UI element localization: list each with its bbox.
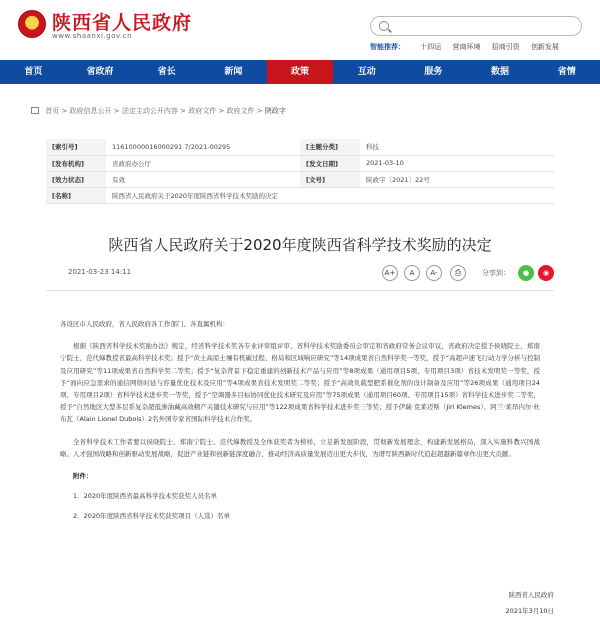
smart-recommend	[370, 42, 559, 52]
info-value: 11610000016000291 7/2021-00295	[106, 139, 300, 155]
share-label: 分享到：	[482, 269, 510, 277]
info-value: 省政府办公厅	[106, 155, 300, 171]
breadcrumb-link[interactable]: 首页	[45, 107, 60, 115]
national-emblem-icon	[18, 10, 46, 38]
info-value: 有效	[106, 171, 300, 187]
info-value: 陕政字〔2021〕22号	[360, 171, 554, 187]
search-icon[interactable]	[379, 21, 389, 31]
document-body	[60, 318, 540, 531]
attachment-link[interactable]: 2．2020年度陕西省科学技术奖获奖项目（人选）名单	[73, 512, 231, 521]
home-icon	[31, 107, 39, 114]
divider	[46, 290, 554, 291]
info-key: [效力状态]	[46, 171, 106, 187]
body-paragraph: 全省科学技术工作者要以侯晓院士、郑南宁院士、范代娣教授及全体获奖者为榜样，立足新发展阶段，贯彻新发展理念，构建新发展格局，深入实施科教兴国战略、人才强国战略和创新驱动发展战略，促进产业链和创新链深度融合，推动经济高质量发展迈出更大步伐，为谱写陕西新时代追赶超越新篇章作出更大贡献。	[60, 437, 540, 458]
nav-item-home[interactable]: 首页	[24, 67, 43, 77]
info-value: 陕西省人民政府关于2020年度陕西省科学技术奖励的决定	[106, 187, 554, 203]
site-title[interactable]: 陕西省人民政府	[52, 12, 193, 34]
font-default-button[interactable]: A	[404, 265, 420, 281]
table-row	[46, 171, 554, 187]
nav-item-news[interactable]: 新闻	[224, 67, 243, 77]
attachment-link[interactable]: 1．2020年度陕西省最高科学技术奖获奖人员名单	[73, 492, 218, 501]
attachments-label: 附件：	[73, 472, 93, 481]
search-input[interactable]	[370, 16, 582, 36]
smart-tag[interactable]: 营商环境	[452, 43, 481, 51]
table-row	[46, 155, 554, 171]
info-key: [主题分类]	[300, 139, 360, 155]
nav-item-service[interactable]: 服务	[424, 67, 443, 77]
publish-date: 2021-03-23 14:11	[68, 268, 132, 276]
info-value: 科技	[360, 139, 554, 155]
nav-item-data[interactable]: 数据	[491, 67, 510, 77]
site-header	[0, 0, 600, 58]
breadcrumb: 首页 > 政府信息公开 > 法定主动公开内容 > 政府文件 > 政府文件 > 陕政字	[31, 106, 286, 116]
main-nav	[0, 60, 600, 84]
breadcrumb-link[interactable]: 政府信息公开	[69, 107, 112, 115]
info-key: [发布机构]	[46, 155, 106, 171]
nav-item-policy[interactable]: 政策	[267, 60, 334, 84]
info-key: [发文日期]	[300, 155, 360, 171]
breadcrumb-current: 陕政字	[264, 107, 286, 115]
info-key: [文号]	[300, 171, 360, 187]
font-smaller-button[interactable]: A-	[426, 265, 442, 281]
document-info-table	[46, 139, 554, 204]
nav-item-government[interactable]: 省政府	[86, 67, 114, 77]
smart-recommend-label: 智能推荐：	[370, 43, 405, 51]
site-domain: www.shaanxi.gov.cn	[52, 32, 133, 40]
info-key: [索引号]	[46, 139, 106, 155]
table-row	[46, 187, 554, 203]
body-paragraph: 根据《陕西省科学技术奖励办法》规定，经省科学技术奖各专业评审组评审、省科学技术奖励委员会审定和省政府常务会议审议，省政府决定授予侯晓院士、郑南宁院士、范代娣教授省最高科学技术奖；授予“黄土高原土壤有机碳过程、格局和区域响应研究”等14项成果省自然科学奖一等奖，授予“高超声速飞行动力学分析与控制及应用研究”等11项成果省自然科学奖二等奖；授予“复杂背景下稳定重建的创新技术产品与应用”等8项成果（通用项目5项、专用项目3项）省技术发明奖一等奖，授予“面向应急需求的通信网络时延与容量优化技术及应用”等4项成果省技术发明奖二等奖；授予“高效负载型肥系催化剂的设计制备及应用”等26项成果（通用项目24项、专用项目2项）省科学技术进步奖一等奖，授予“空调器多目标协同优化技术研究及应用”等75项成果（通用项目60项、专用项目15项）省科学技术进步奖二等奖，授予“自然地区大型多层系复杂超低渗油藏高效精产关键技术研究与应用”等122项成果省科学技术进步奖三等奖；授予伊瑞·克莱迈斯（Jiri Klemes）、阿兰·莱昂内尔·杜布瓦（Alain Lionel Dubois）2名外国专家省国际科学技术合作奖。	[60, 342, 540, 424]
signer: 陕西省人民政府	[508, 591, 554, 599]
breadcrumb-link[interactable]: 法定主动公开内容	[121, 107, 178, 115]
smart-tag[interactable]: 十四运	[420, 43, 442, 51]
smart-tag[interactable]: 创新发展	[530, 43, 559, 51]
page-title: 陕西省人民政府关于2020年度陕西省科学技术奖励的决定	[108, 236, 492, 254]
salutation: 各设区市人民政府，省人民政府各工作部门、各直属机构：	[60, 320, 229, 328]
print-icon[interactable]: ⎙	[450, 265, 466, 281]
nav-item-governor[interactable]: 省长	[157, 67, 176, 77]
nav-item-interaction[interactable]: 互动	[357, 67, 376, 77]
weibo-icon[interactable]: ◉	[538, 265, 554, 281]
table-row	[46, 139, 554, 155]
font-larger-button[interactable]: A+	[382, 265, 398, 281]
info-key: [名称]	[46, 187, 106, 203]
breadcrumb-link[interactable]: 政府文件	[188, 107, 217, 115]
info-value: 2021-03-10	[360, 155, 554, 171]
breadcrumb-link[interactable]: 政府文件	[226, 107, 255, 115]
article-meta	[46, 263, 554, 283]
nav-item-province[interactable]: 省情	[557, 67, 576, 77]
smart-tag[interactable]: 招商引资	[491, 43, 520, 51]
wechat-icon[interactable]: ●	[518, 265, 534, 281]
sign-date: 2021年3月10日	[505, 607, 554, 615]
